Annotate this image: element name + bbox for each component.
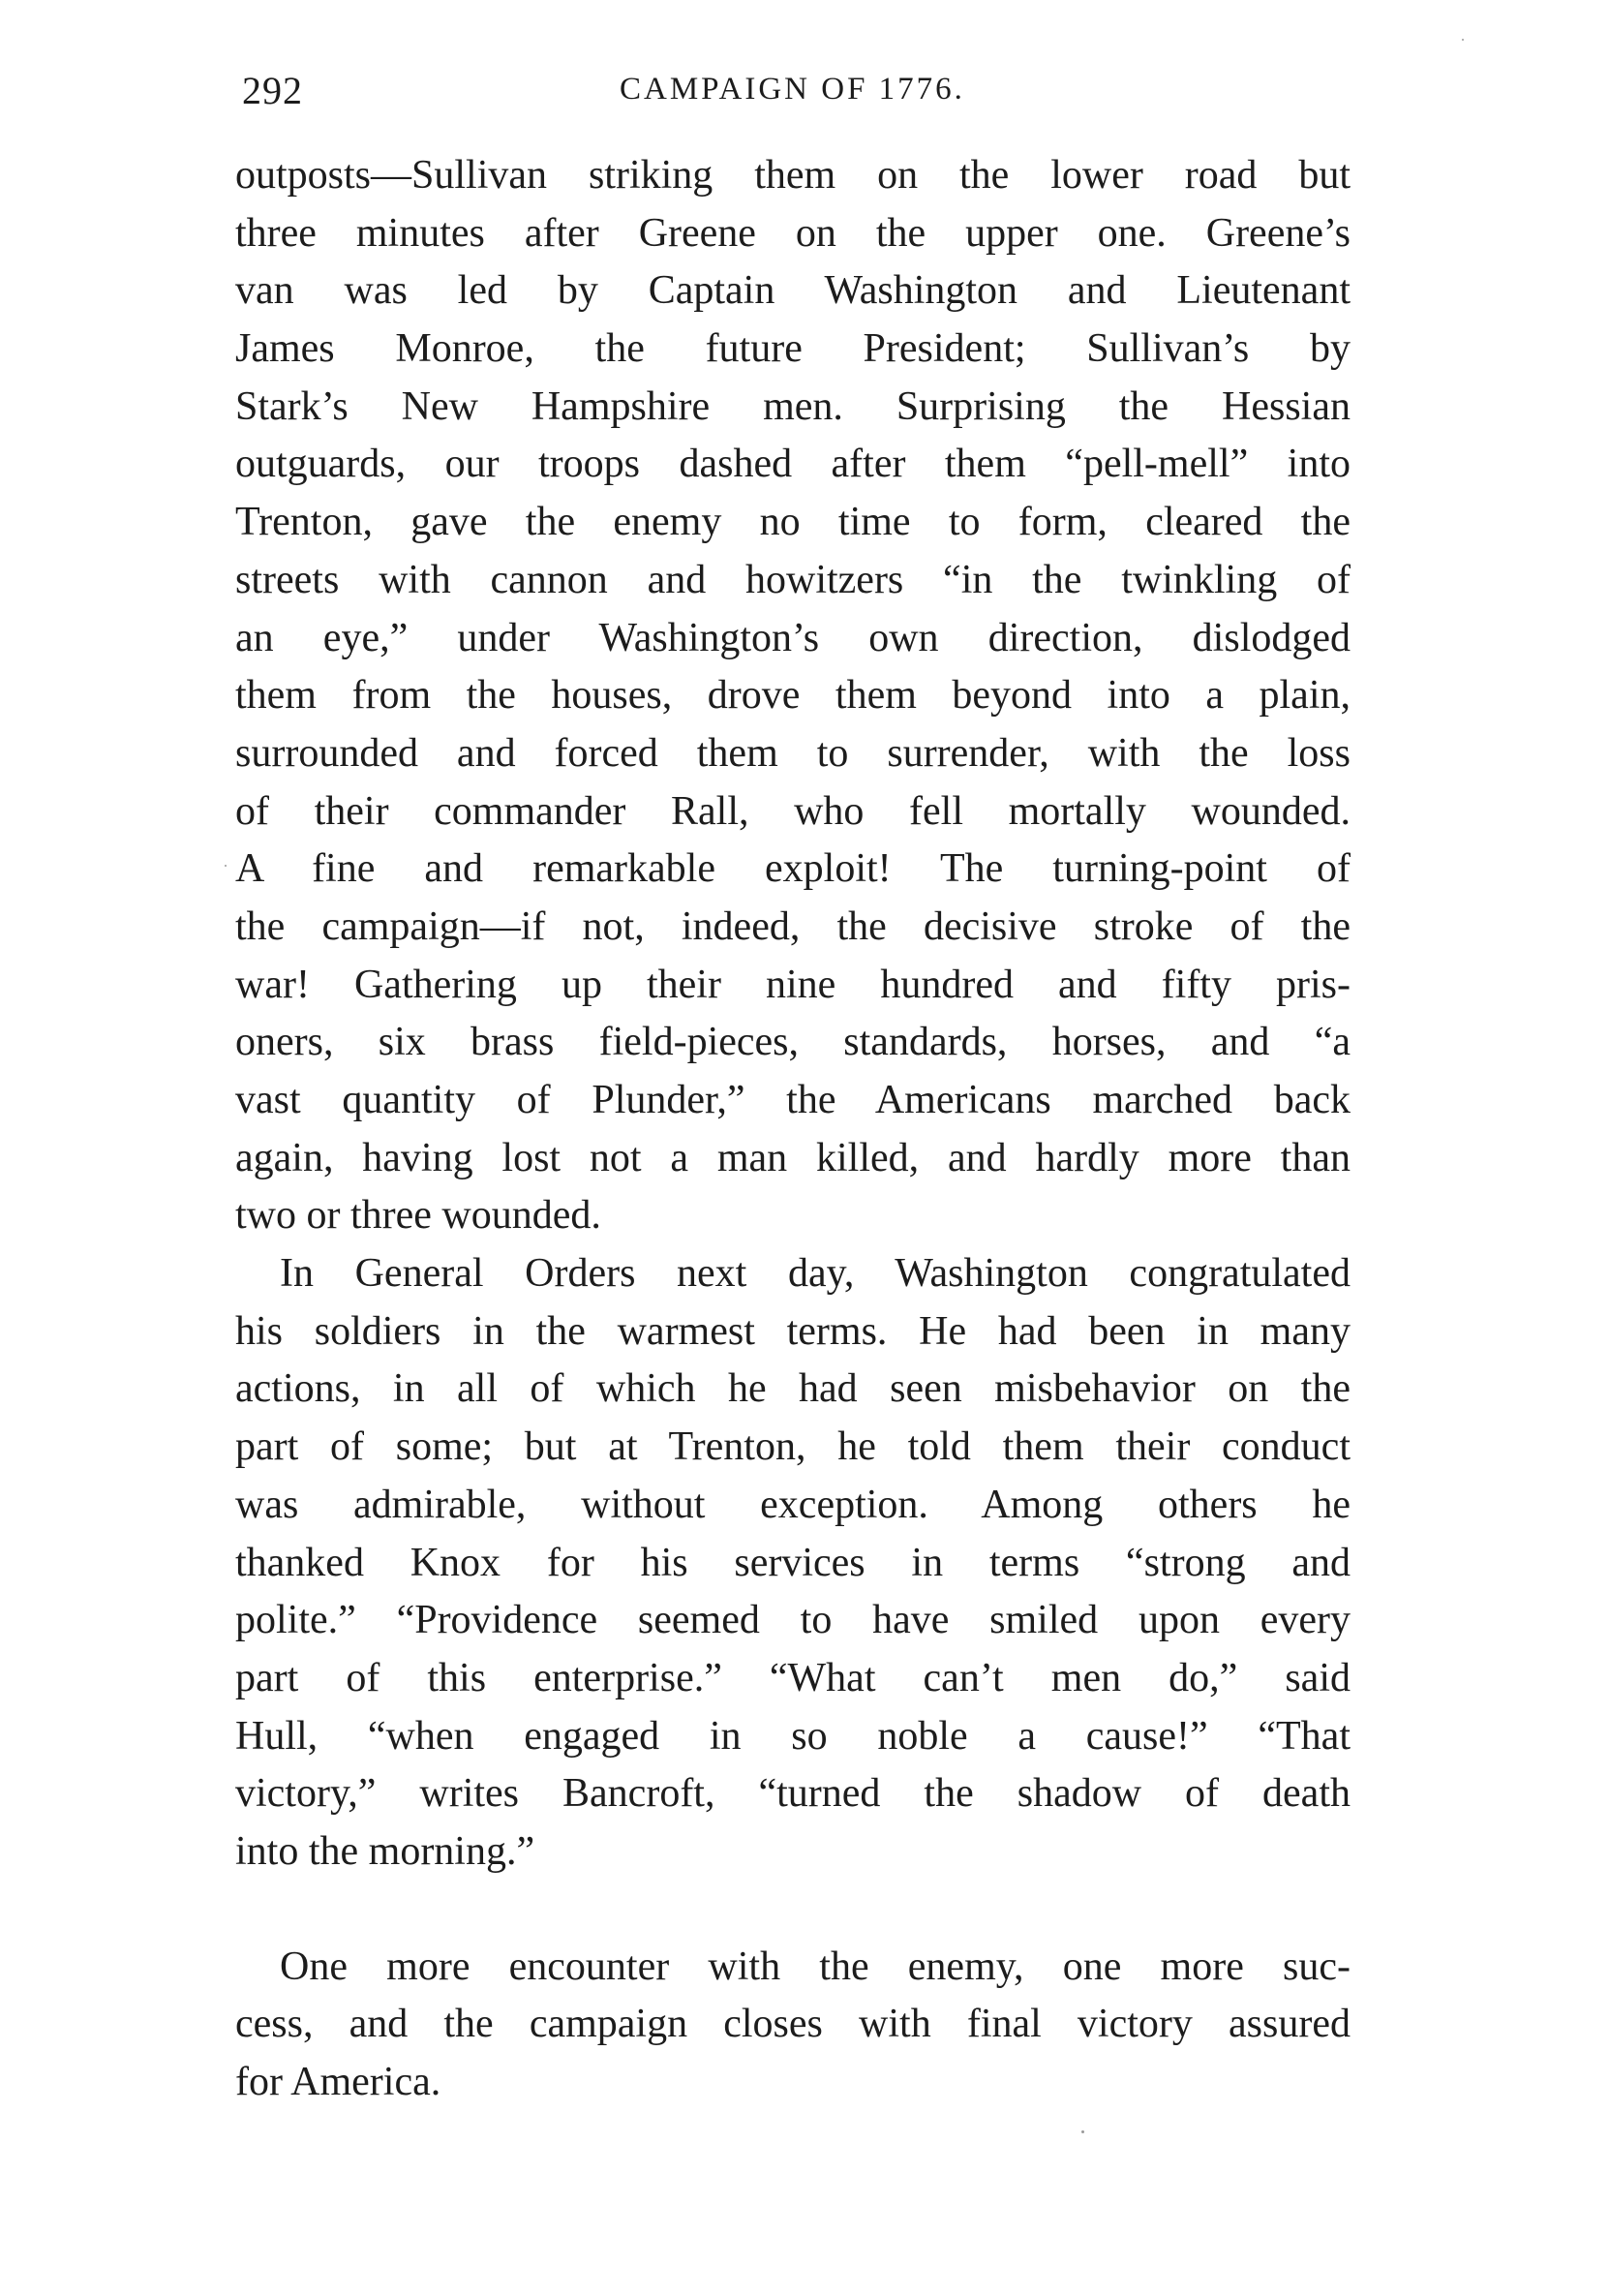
text-line: part of this enterprise.” “What can’t men do,” said bbox=[235, 1655, 1351, 1700]
text-line: his soldiers in the warmest terms. He had been in many bbox=[235, 1308, 1351, 1354]
text-line: streets with cannon and howitzers “in the twinkling of bbox=[235, 557, 1351, 602]
text-line: A fine and remarkable exploit! The turning-point of bbox=[235, 846, 1351, 892]
text-line: Stark’s New Hampshire men. Surprising the Hessian bbox=[235, 383, 1351, 429]
body-text bbox=[235, 147, 1351, 2112]
text-line: thanked Knox for his services in terms “strong and bbox=[235, 1540, 1351, 1585]
text-line: outposts—Sullivan striking them on the lower road but bbox=[235, 153, 1351, 198]
text-line: van was led by Captain Washington and Lieutenant bbox=[235, 268, 1351, 314]
page-number: 292 bbox=[242, 69, 303, 112]
text-line: of their commander Rall, who fell mortally wounded. bbox=[235, 788, 1351, 834]
text-line: was admirable, without exception. Among others he bbox=[235, 1482, 1351, 1527]
text-line: two or three wounded. bbox=[235, 1193, 601, 1239]
text-line: for America. bbox=[235, 2060, 441, 2104]
paragraph-3 bbox=[235, 1939, 1351, 2112]
text-line: outguards, our troops dashed after them “pell-mell” into bbox=[235, 442, 1351, 487]
text-line: an eye,” under Washington’s own direction, dislodged bbox=[235, 615, 1351, 660]
text-line: cess, and the campaign closes with final victory assured bbox=[235, 2002, 1351, 2047]
text-line: vast quantity of Plunder,” the Americans marched back bbox=[235, 1078, 1351, 1122]
text-line: victory,” writes Bancroft, “turned the shadow of death bbox=[235, 1771, 1351, 1817]
text-line: oners, six brass field-pieces, standards, horses, and “a bbox=[235, 1020, 1351, 1065]
text-line: into the morning.” bbox=[235, 1828, 535, 1874]
print-speck bbox=[1462, 39, 1464, 41]
print-speck bbox=[225, 865, 227, 867]
running-head bbox=[242, 68, 1346, 126]
text-line: actions, in all of which he had seen misbehavior on the bbox=[235, 1366, 1351, 1412]
text-line: three minutes after Greene on the upper one. Greene’s bbox=[235, 210, 1351, 256]
paragraph-1 bbox=[235, 147, 1351, 1245]
text-line: the campaign—if not, indeed, the decisive stroke of the bbox=[235, 903, 1351, 949]
text-line: Trenton, gave the enemy no time to form, cleared the bbox=[235, 500, 1351, 545]
print-speck bbox=[1081, 2130, 1084, 2133]
text-line: war! Gathering up their nine hundred and fifty pris- bbox=[235, 962, 1351, 1007]
paragraph-2 bbox=[235, 1245, 1351, 1882]
text-line: Hull, “when engaged in so noble a cause!” “That bbox=[235, 1713, 1351, 1759]
page-header-title: CAMPAIGN OF 1776. bbox=[620, 72, 965, 107]
text-line: them from the houses, drove them beyond into a plain, bbox=[235, 673, 1351, 719]
text-line: again, having lost not a man killed, and hardly more than bbox=[235, 1135, 1351, 1180]
text-line: polite.” “Providence seemed to have smiled upon every bbox=[235, 1598, 1351, 1643]
text-line: James Monroe, the future President; Sullivan’s by bbox=[235, 326, 1351, 372]
text-line: part of some; but at Trenton, he told them their conduct bbox=[235, 1424, 1351, 1470]
text-line: surrounded and forced them to surrender, with the loss bbox=[235, 730, 1351, 776]
text-line: One more encounter with the enemy, one more suc- bbox=[280, 1944, 1351, 1989]
section-gap bbox=[235, 1882, 1351, 1939]
text-line: In General Orders next day, Washington congratulated bbox=[280, 1251, 1351, 1297]
